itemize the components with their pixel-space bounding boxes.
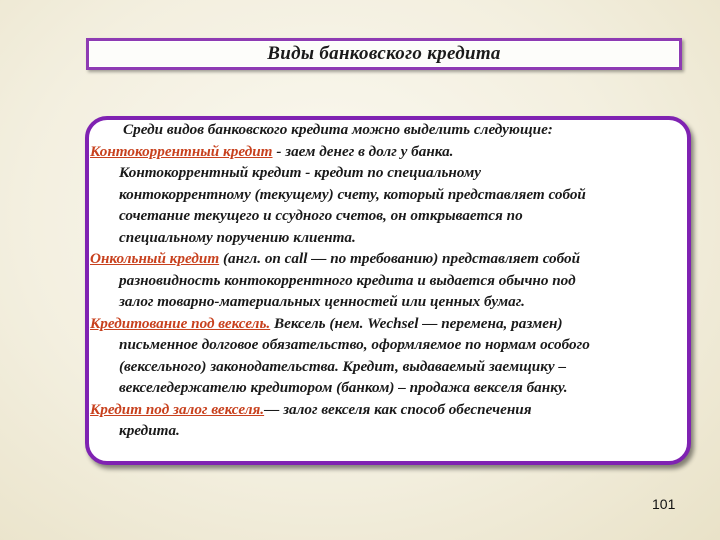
item-1-line: Контокоррентный кредит - кредит по специальному [119,164,481,181]
item-2-first-line [90,248,690,270]
intro-line: Среди видов банковского кредита можно выделить следующие: [123,121,553,138]
item-4-definition: — залог векселя как способ обеспечения [264,400,532,418]
item-3-definition: Вексель (нем. Wechsel — перемена, размен) [270,314,563,332]
item-4-line: кредита. [119,422,180,439]
term-kontokorrent: Контокоррентный кредит [90,142,273,160]
item-4-first-line [90,399,690,421]
item-1-first-line [90,141,690,163]
item-2-line: залог товарно-материальных ценностей или ценных бумаг. [119,293,525,310]
item-2-line: разновидность контокоррентного кредита и выдается обычно под [119,271,576,289]
item-1-definition: - заем денег в долг у банка. [272,142,454,160]
page-number: 101 [652,496,676,512]
item-1-line: контокоррентному (текущему) счету, который представляет собой [119,185,586,203]
term-veksel-credit: Кредитование под вексель. [90,314,271,332]
term-onkol: Онкольный кредит [90,250,220,267]
item-3-line: письменное долговое обязательство, оформляемое по нормам особого [119,336,590,353]
content-text [90,119,690,442]
item-1-line: сочетание текущего и ссудного счетов, он открывается по [119,207,523,224]
item-3-line: (вексельного) законодательства. Кредит, выдаваемый заемщику – [119,357,567,375]
term-veksel-pledge: Кредит под залог векселя. [90,400,265,418]
slide-title: Виды банковского кредита [267,43,501,64]
title-banner [86,38,682,70]
item-2-definition: (англ. on call — по требованию) представляет собой [219,250,581,267]
item-1-line: специальному поручению клиента. [119,228,356,246]
item-3-line: векселедержателю кредитором (банком) – продажа векселя банку. [119,379,568,396]
item-3-first-line [90,313,690,335]
